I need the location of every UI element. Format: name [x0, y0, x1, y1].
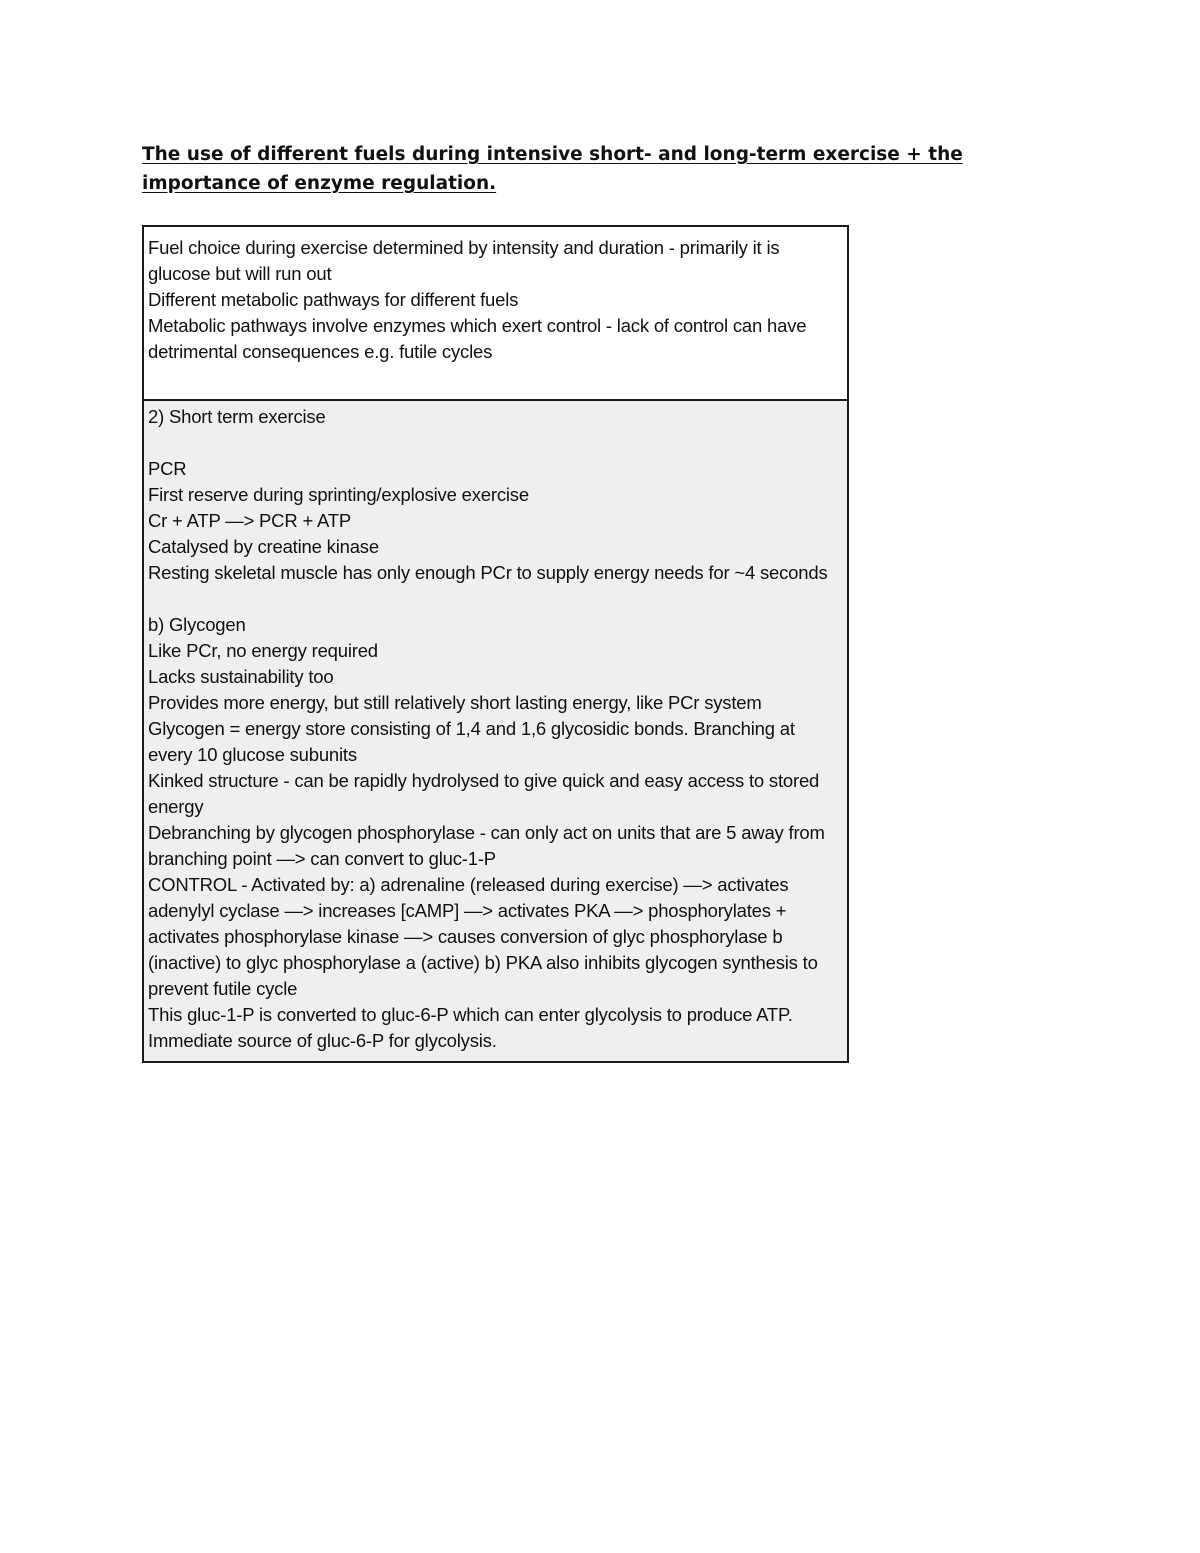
document-title: The use of different fuels during intensive short- and long-term exercise + the importance of enzyme regulation. [142, 144, 963, 194]
pcr-line: Cr + ATP —> PCR + ATP [148, 510, 351, 531]
pcr-line: Resting skeletal muscle has only enough PCr to supply energy needs for ~4 seconds [148, 562, 828, 583]
glycogen-line: CONTROL - Activated by: a) adrenaline (released during exercise) —> activates adenylyl cyclase —> increases [cAMP] —> activates PKA —> phosphorylates + activates phosphorylase kinase —> causes conversion of glyc phosphorylase b (inactive) to glyc phosphorylase a (active) b) PKA also inhibits glycogen synthesis to prevent futile cycle [148, 874, 818, 999]
intro-cell [144, 227, 847, 401]
subsection-heading-pcr: PCR [148, 458, 187, 479]
short-term-cell [144, 401, 847, 1061]
pcr-line: First reserve during sprinting/explosive exercise [148, 484, 529, 505]
notes-table [142, 225, 849, 1063]
glycogen-line: Provides more energy, but still relatively short lasting energy, like PCr system [148, 692, 762, 713]
glycogen-line: Debranching by glycogen phosphorylase - can only act on units that are 5 away from branching point —> can convert to gluc-1-P [148, 822, 825, 869]
glycogen-line: Glycogen = energy store consisting of 1,4 and 1,6 glycosidic bonds. Branching at every 10 glucose subunits [148, 718, 795, 765]
pcr-line: Catalysed by creatine kinase [148, 536, 379, 557]
intro-line: Metabolic pathways involve enzymes which exert control - lack of control can have detrimental consequences e.g. futile cycles [148, 315, 807, 362]
glycogen-line: Kinked structure - can be rapidly hydrolysed to give quick and easy access to stored energy [148, 770, 820, 817]
glycogen-line: This gluc-1-P is converted to gluc-6-P which can enter glycolysis to produce ATP. Immediate source of gluc-6-P for glycolysis. [148, 1004, 793, 1051]
spacer [148, 430, 843, 456]
intro-line: Different metabolic pathways for different fuels [148, 289, 519, 310]
glycogen-line: Lacks sustainability too [148, 666, 334, 687]
section-heading: 2) Short term exercise [148, 406, 326, 427]
subsection-heading-glycogen: b) Glycogen [148, 614, 246, 635]
intro-line: Fuel choice during exercise determined by intensity and duration - primarily it is glucose but will run out [148, 237, 780, 284]
glycogen-line: Like PCr, no energy required [148, 640, 378, 661]
spacer [148, 586, 843, 612]
